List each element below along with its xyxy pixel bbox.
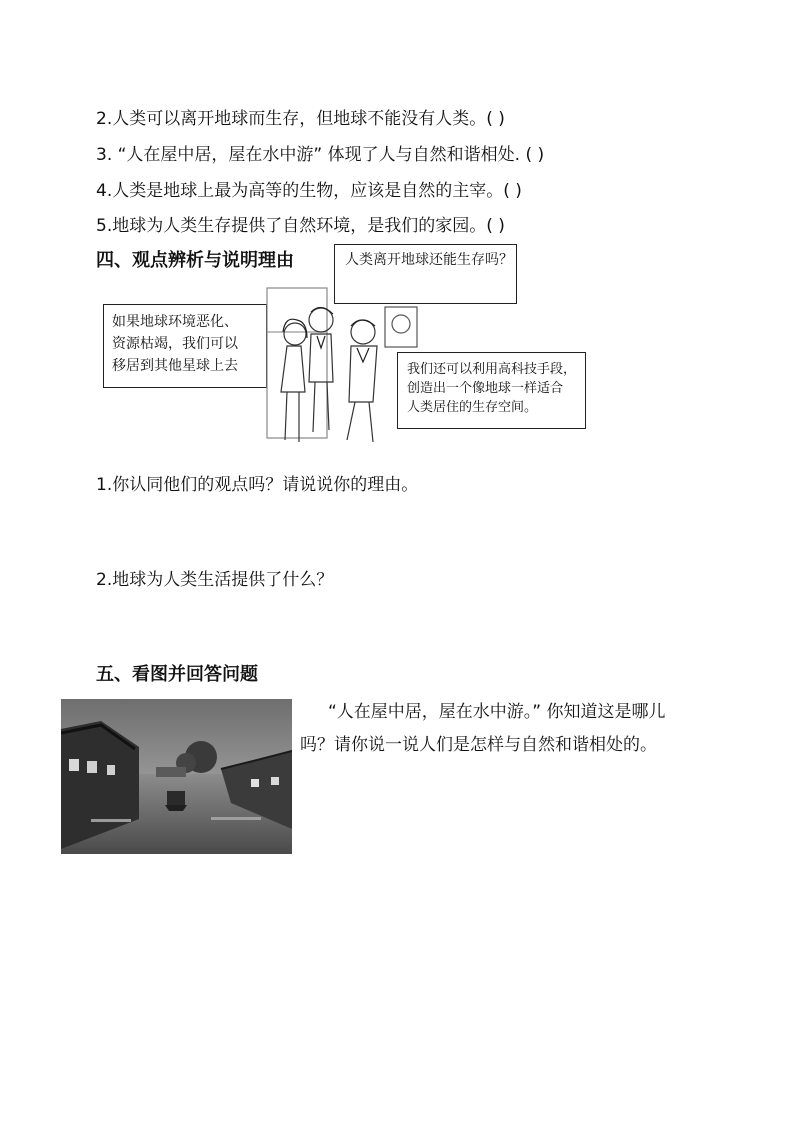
speech-bubble-right-line: 我们还可以利用高科技手段， bbox=[407, 362, 577, 377]
water-town-photo bbox=[61, 699, 292, 854]
section-5-paragraph-line-1: “人在屋中居，屋在水中游。” 你知道这是哪儿 bbox=[328, 702, 666, 722]
question-1: 1.你认同他们的观点吗？请说说你的理由。 bbox=[96, 475, 419, 495]
section-4-heading: 四、观点辨析与说明理由 bbox=[96, 250, 294, 271]
speech-bubble-right-line: 人类居住的生存空间。 bbox=[407, 400, 538, 415]
children-illustration bbox=[255, 282, 425, 457]
speech-bubble-left-line: 如果地球环境恶化、 bbox=[112, 314, 238, 330]
speech-bubble-right-line: 创造出一个像地球一样适合 bbox=[407, 381, 564, 396]
judgement-item-3: 3. “人在屋中居，屋在水中游” 体现了人与自然和谐相处. ( ) bbox=[96, 145, 545, 165]
question-2: 2.地球为人类生活提供了什么？ bbox=[96, 570, 334, 590]
speech-bubble-right bbox=[397, 352, 586, 429]
judgement-item-5: 5.地球为人类生存提供了自然环境，是我们的家园。( ) bbox=[96, 216, 505, 236]
judgement-item-4: 4.人类是地球上最为高等的生物，应该是自然的主宰。( ) bbox=[96, 181, 522, 201]
judgement-item-2: 2.人类可以离开地球而生存，但地球不能没有人类。( ) bbox=[96, 109, 505, 129]
speech-bubble-top-text: 人类离开地球还能生存吗？ bbox=[345, 252, 513, 268]
section-5-paragraph bbox=[300, 696, 700, 762]
speech-bubble-left bbox=[103, 304, 267, 388]
section-5-paragraph-line-2: 吗？请你说一说人们是怎样与自然和谐相处的。 bbox=[300, 735, 657, 755]
speech-bubble-left-line: 移居到其他星球上去 bbox=[112, 358, 238, 374]
speech-bubble-left-line: 资源枯竭，我们可以 bbox=[112, 336, 238, 352]
section-5-heading: 五、看图并回答问题 bbox=[96, 664, 258, 685]
